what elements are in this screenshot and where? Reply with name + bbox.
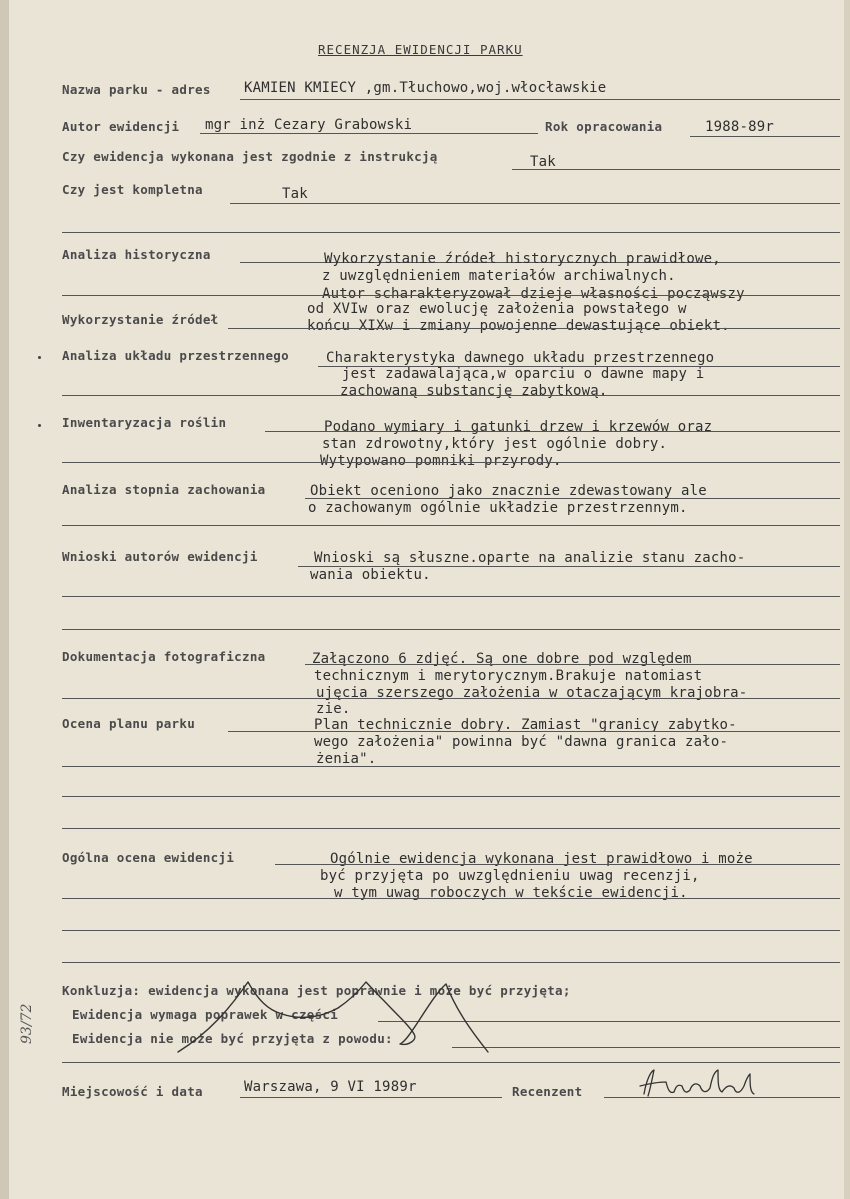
overall-text: w tym uwag roboczych w tekście ewidencji. [334, 885, 688, 901]
overall-text: być przyjęta po uwzględnieniu uwag recenzji, [320, 868, 700, 884]
photo-label: Dokumentacja fotograficzna [62, 649, 266, 664]
photo-text: ujęcia szerszego założenia w otaczającym krajobra- [316, 685, 748, 701]
layout-text: jest zadawalająca,w oparciu o dawne mapy i [342, 366, 705, 382]
plants-text: Podano wymiary i gatunki drzew i krzewów oraz [324, 419, 713, 435]
preservation-text: Obiekt oceniono jako znacznie zdewastowany ale [310, 483, 707, 499]
year-value: 1988-89r [705, 119, 775, 135]
reviewer-signature [630, 1064, 770, 1104]
author-label: Autor ewidencji [62, 119, 180, 134]
historical-text: końcu XIXw i zmiany powojenne dewastujące obiekt. [307, 318, 730, 334]
overall-label: Ogólna ocena ewidencji [62, 850, 235, 865]
margin-handwritten-number: 93/72 [19, 1003, 35, 1044]
historical-label: Analiza historyczna [62, 247, 211, 262]
layout-text: zachowaną substancję zabytkową. [340, 383, 608, 399]
photo-text: technicznym i merytorycznym.Brakuje natomiast [314, 668, 703, 684]
year-label: Rok opracowania [545, 119, 663, 134]
park-name-label: Nazwa parku - adres [62, 82, 211, 97]
plan-text: wego założenia" powinna być "dawna granica zało- [314, 734, 729, 750]
compliance-label: Czy ewidencja wykonana jest zgodnie z instrukcją [62, 149, 438, 164]
plants-text: stan zdrowotny,który jest ogólnie dobry. [322, 436, 668, 452]
place-date-line [240, 1097, 502, 1098]
plants-text: Wytypowano pomniki przyrody. [320, 453, 562, 469]
park-name-value: KAMIEN KMIECY ,gm.Tłuchowo,woj.włocławskie [244, 80, 607, 96]
historical-text: Wykorzystanie źródeł historycznych prawidłowe, [324, 251, 721, 267]
conclusions-text: Wnioski są słuszne.oparte na analizie stanu zacho- [314, 550, 746, 566]
sources-label: Wykorzystanie źródeł [62, 312, 219, 327]
historical-text: Autor scharakteryzował dzieje własności począwszy [322, 286, 745, 302]
author-value: mgr inż Cezary Grabowski [205, 117, 413, 133]
plan-label: Ocena planu parku [62, 716, 196, 731]
photo-text: Załączono 6 zdjęć. Są one dobre pod względem [312, 651, 692, 667]
preservation-label: Analiza stopnia zachowania [62, 482, 266, 497]
reviewer-label: Recenzent [512, 1084, 583, 1099]
conclusions-label: Wnioski autorów ewidencji [62, 549, 258, 564]
conclusion-option-3: Ewidencja nie może być przyjęta z powodu: [72, 1031, 393, 1046]
photo-text: zie. [316, 701, 351, 717]
conclusion-option-1: Konkluzja: ewidencja wykonana jest poprawnie i może być przyjęta; [62, 983, 571, 998]
document-title: RECENZJA EWIDENCJI PARKU [318, 42, 523, 57]
preservation-text: o zachowanym ogólnie układzie przestrzennym. [308, 500, 688, 516]
complete-label: Czy jest kompletna [62, 182, 203, 197]
conclusions-text: wania obiektu. [310, 567, 431, 583]
layout-label: Analiza układu przestrzennego [62, 348, 289, 363]
historical-text: od XVIw oraz ewolucję założenia powstałego w [307, 301, 687, 317]
place-date-label: Miejscowość i data [62, 1084, 203, 1099]
compliance-value: Tak [530, 154, 556, 170]
overall-text: Ogólnie ewidencja wykonana jest prawidłowo i może [330, 851, 753, 867]
conclusion-option-2: Ewidencja wymaga poprawek w części [72, 1007, 339, 1022]
layout-text: Charakterystyka dawnego układu przestrzennego [326, 350, 715, 366]
historical-text: z uwzględnieniem materiałów archiwalnych. [322, 268, 676, 284]
plan-text: Plan technicznie dobry. Zamiast "granicy zabytko- [314, 717, 737, 733]
complete-value: Tak [282, 186, 308, 202]
plan-text: żenia". [316, 751, 377, 767]
place-date-value: Warszawa, 9 VI 1989r [244, 1079, 417, 1095]
plants-label: Inwentaryzacja roślin [62, 415, 227, 430]
